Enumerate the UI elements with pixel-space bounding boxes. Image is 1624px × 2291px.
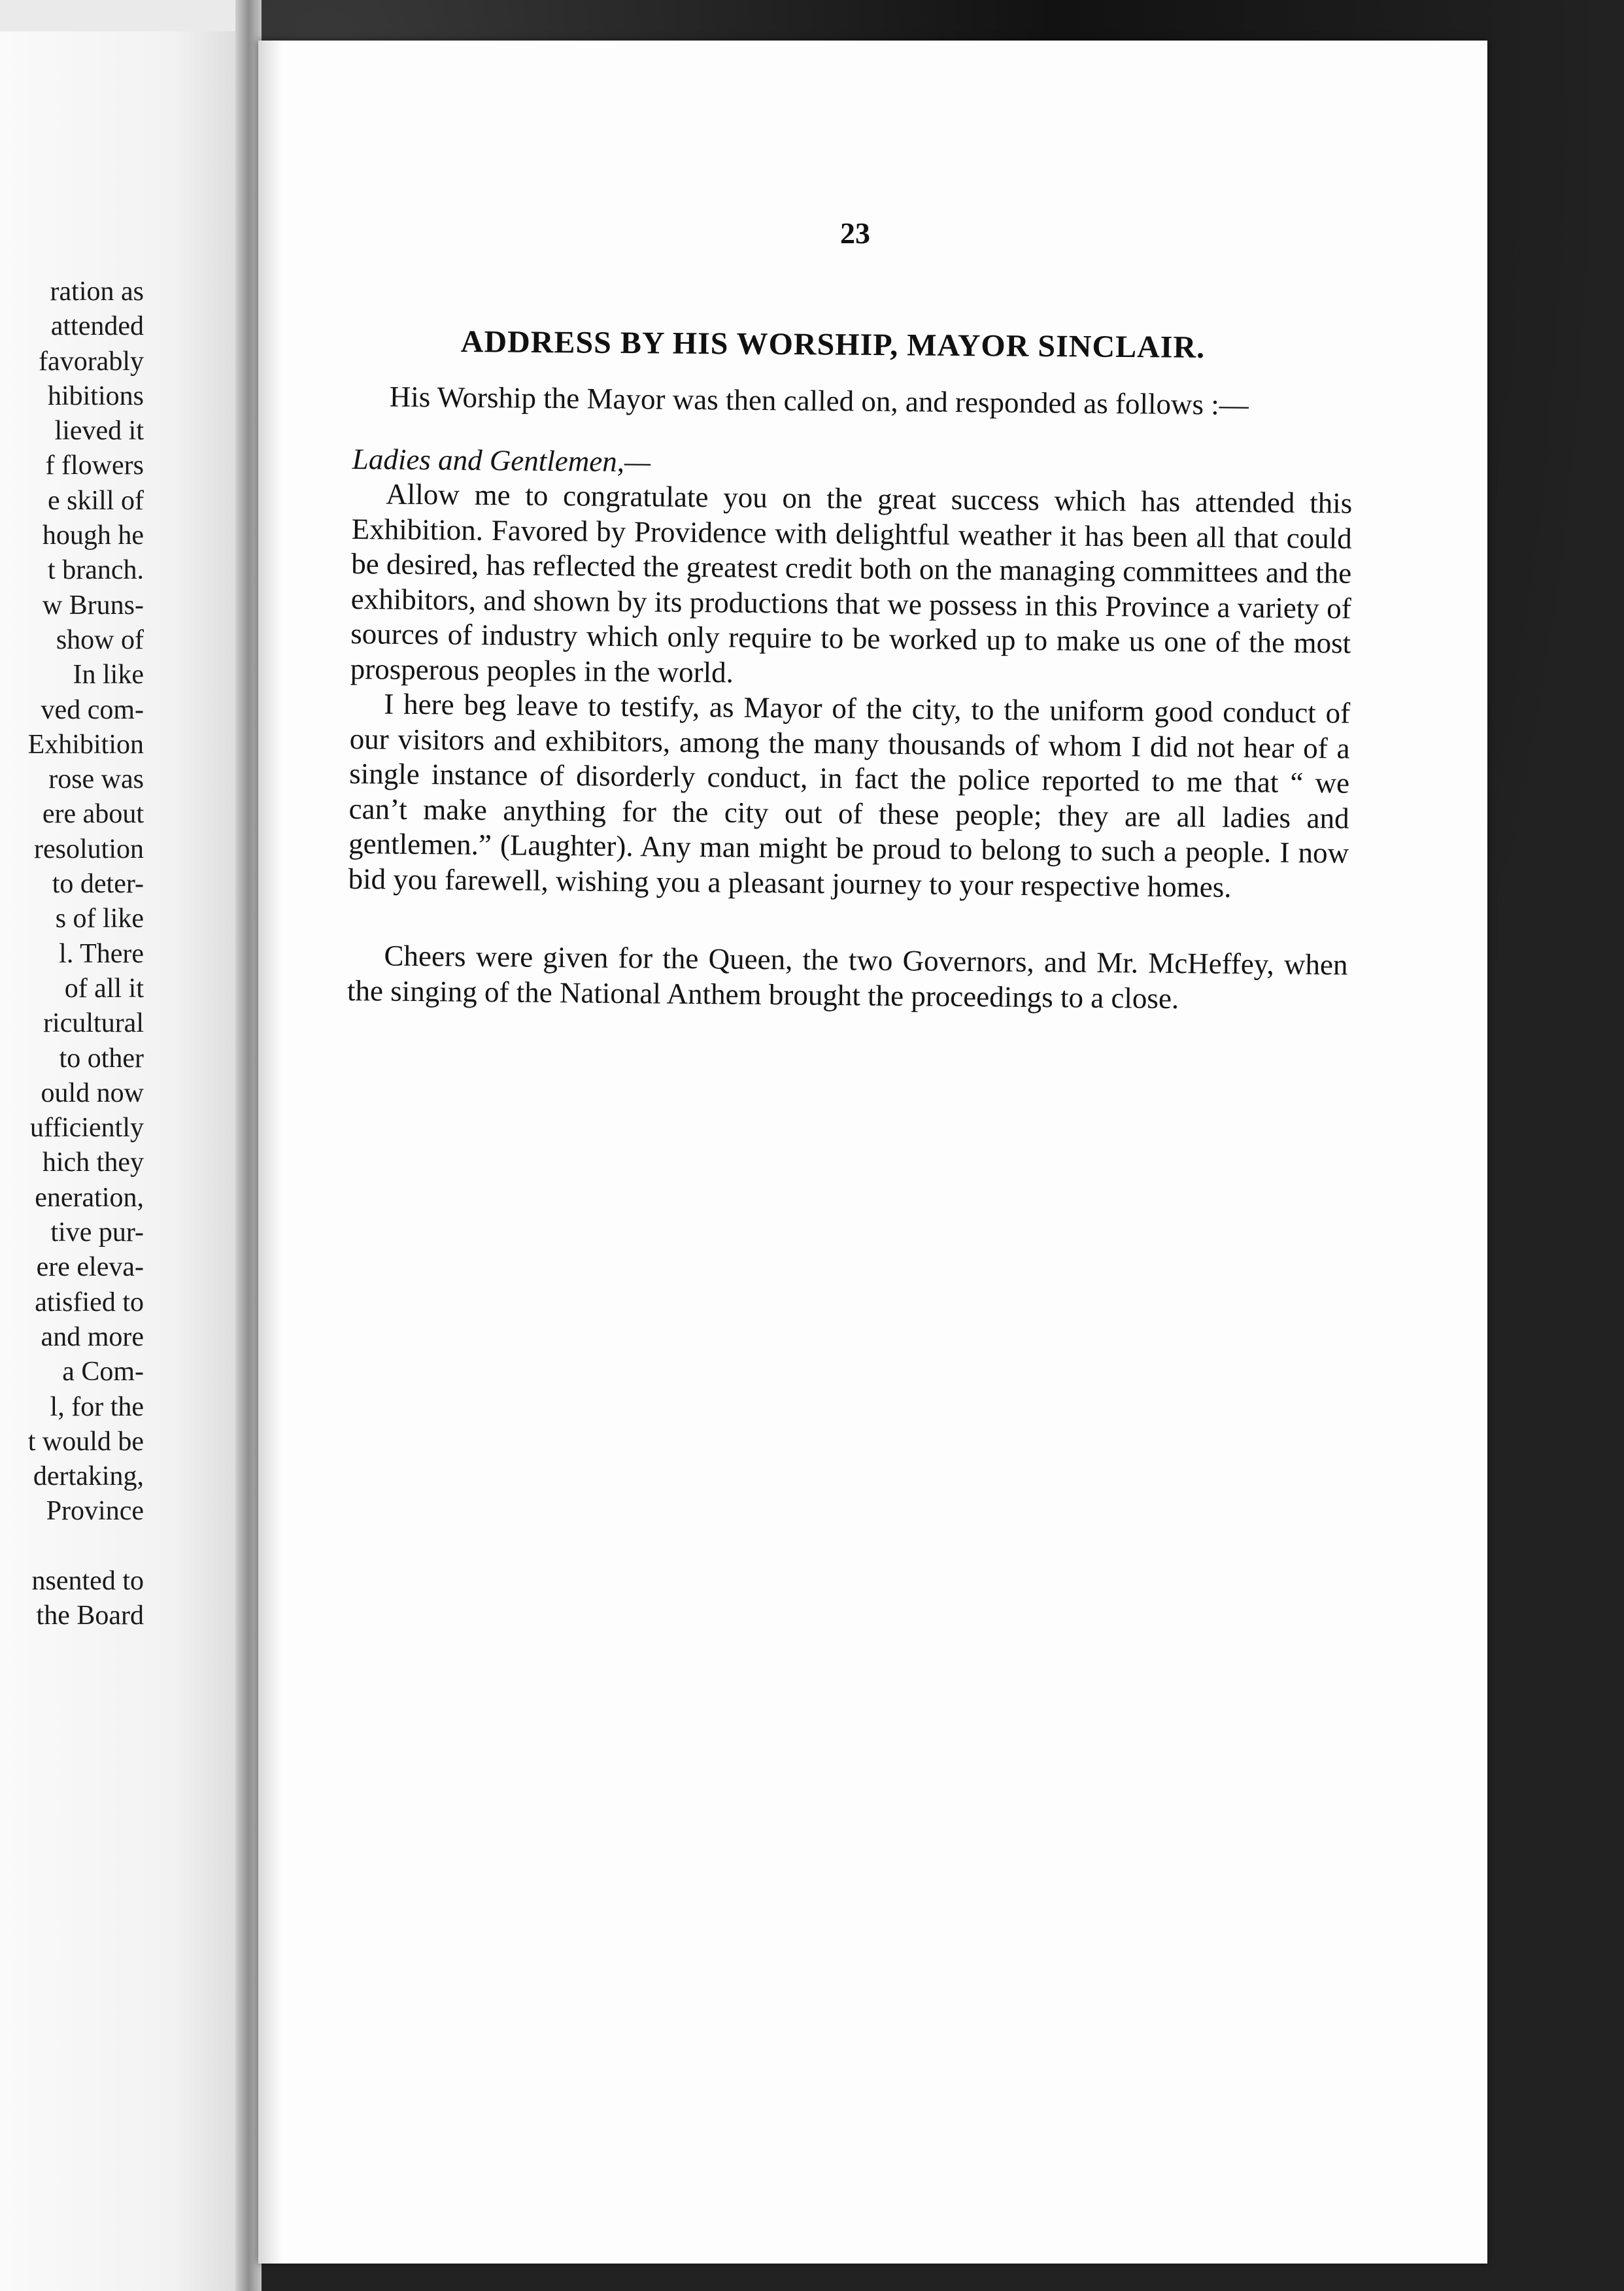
left-page-line: lieved it <box>54 416 144 447</box>
left-page-line: ufficiently <box>29 1113 144 1144</box>
salutation: Ladies and Gentlemen,— <box>352 442 651 478</box>
left-page-line: ere about <box>42 799 144 830</box>
right-page <box>258 41 1487 2264</box>
closing-paragraph: Cheers were given for the Queen, the two Governors, and Mr. McHeffey, when the singing of the National Anthem brought the proceedings to a close. <box>347 939 1348 1015</box>
left-page-line: Province <box>46 1496 144 1527</box>
left-page-line: a Com- <box>62 1357 144 1387</box>
book-gutter <box>235 0 262 2291</box>
page-number: 23 <box>840 216 870 250</box>
left-page-line: hich they <box>42 1147 144 1178</box>
page-heading: ADDRESS BY HIS WORSHIP, MAYOR SINCLAIR. <box>460 324 1206 365</box>
left-page-line: s of like <box>55 904 144 934</box>
left-page-line: ved com- <box>41 694 144 725</box>
left-page-line: nsented to <box>31 1565 144 1596</box>
left-page-line: In like <box>73 660 144 690</box>
left-page-line: the Board <box>36 1601 144 1631</box>
left-page-line: attended <box>50 311 144 342</box>
left-page-line: hough he <box>42 520 144 551</box>
left-page-line: ould now <box>41 1078 144 1108</box>
left-page-line: of all it <box>64 973 144 1004</box>
left-page-line: favorably <box>39 346 144 377</box>
left-page-line: resolution <box>34 834 144 864</box>
left-page-line: f flowers <box>45 450 144 481</box>
address-paragraph-2: I here beg leave to testify, as Mayor of the city, to the uniform good conduct of our visitors and exhibitors, among the many thousands of whom I did not hear of a single instance of disorderly conduct, in fact the police reported to me that “ we can’t make anything for the city out of these people; they are all ladies and gentlemen.” (Laughter). Any man might be proud to belong to such a people. I now bid you farewell, wishing you a pleasant journey to your respective homes. <box>348 687 1351 904</box>
left-page-line: tive pur- <box>50 1217 144 1248</box>
left-page-line: e skill of <box>48 485 144 516</box>
left-page-top-edge <box>0 0 235 31</box>
left-page-line: l. There <box>59 938 144 969</box>
left-page-line: Exhibition <box>27 729 144 760</box>
left-page-line: atisfied to <box>35 1287 144 1317</box>
left-page-line: show of <box>56 624 144 655</box>
left-page-line <box>0 1529 144 1564</box>
address-paragraph-1: Allow me to congratulate you on the great success which has attended this Exhibition. Favored by Providence with delightful weather it has been all that could be desired, has reflected the greatest credit both on the managing committees and the exhibitors, and shown by its productions that we possess in this Province a variety of sources of industry which only require to be worked up to make us one of the most prosperous peoples in the world. <box>350 477 1353 689</box>
page-body <box>347 379 1353 1018</box>
left-page-line: t would be <box>27 1426 144 1457</box>
left-page-line: eneration, <box>35 1182 144 1213</box>
left-page-line: ricultural <box>43 1008 144 1039</box>
left-page-line: t branch. <box>48 555 144 586</box>
left-page-line: to other <box>59 1043 144 1074</box>
left-page-line: w Bruns- <box>42 590 144 620</box>
left-page-line: to deter- <box>52 869 144 900</box>
left-page-line: dertaking, <box>33 1461 144 1492</box>
left-page-line: l, for the <box>50 1391 144 1422</box>
left-page-line: ration as <box>50 277 144 307</box>
left-page-line: hibitions <box>47 381 144 411</box>
left-page-line: rose was <box>48 764 144 795</box>
left-page-line: ere eleva- <box>36 1252 144 1283</box>
left-page-text-column <box>0 275 144 1634</box>
left-page-line: and more <box>41 1321 144 1352</box>
intro-paragraph: His Worship the Mayor was then called on, and responded as follows :— <box>389 380 1249 422</box>
